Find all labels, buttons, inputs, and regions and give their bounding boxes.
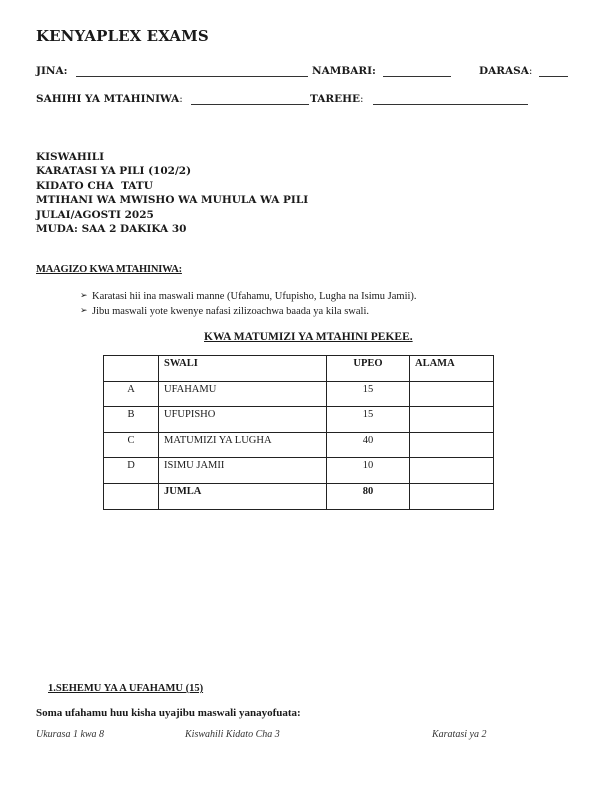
- question-id: A: [104, 381, 159, 407]
- max-marks: 15: [327, 381, 410, 407]
- exam-period: JULAI/AGOSTI 2025: [36, 208, 154, 221]
- max-marks: 10: [327, 458, 410, 484]
- question-id: D: [104, 458, 159, 484]
- class-label: DARASA:: [479, 65, 533, 77]
- signature-field[interactable]: [191, 104, 309, 105]
- table-row: [104, 381, 494, 407]
- table-row: [104, 458, 494, 484]
- footer-subject: Kiswahili Kidato Cha 3: [185, 729, 280, 740]
- name-field[interactable]: [76, 76, 308, 77]
- date-label: TAREHE:: [310, 93, 364, 105]
- total-id: [104, 483, 159, 509]
- question-name: UFUPISHO: [159, 407, 327, 433]
- score-cell[interactable]: [410, 407, 494, 433]
- class-field[interactable]: [539, 76, 568, 77]
- document-title: KENYAPLEX EXAMS: [36, 27, 209, 45]
- question-name: UFAHAMU: [159, 381, 327, 407]
- question-id: B: [104, 407, 159, 433]
- column-header: [104, 356, 159, 382]
- signature-date-row: [36, 93, 576, 109]
- student-details-row: [36, 65, 576, 81]
- question-id: C: [104, 432, 159, 458]
- instructions-heading: MAAGIZO KWA MTAHINIWA:: [36, 264, 182, 275]
- footer-page-number: Ukurasa 1 kwa 8: [36, 729, 105, 740]
- form-level: KIDATO CHA TATU: [36, 179, 153, 192]
- column-header-question: SWALI: [159, 356, 327, 382]
- section-instruction: Soma ufahamu huu kisha uyajibu maswali yanayofuata:: [36, 707, 301, 719]
- total-label: JUMLA: [159, 483, 327, 509]
- date-field[interactable]: [373, 104, 528, 105]
- table-header-row: [104, 356, 494, 382]
- number-label: NAMBARI:: [312, 65, 376, 77]
- score-cell[interactable]: [410, 381, 494, 407]
- exam-name: MTIHANI WA MWISHO WA MUHULA WA PILI: [36, 194, 309, 207]
- table-total-row: [104, 483, 494, 509]
- signature-label: SAHIHI YA MTAHINIWA:: [36, 93, 183, 105]
- footer-paper: Karatasi ya 2: [432, 729, 487, 740]
- question-name: ISIMU JAMII: [159, 458, 327, 484]
- table-row: [104, 432, 494, 458]
- max-marks: 15: [327, 407, 410, 433]
- number-field[interactable]: [383, 76, 451, 77]
- column-header-max: UPEO: [327, 356, 410, 382]
- name-label: JINA:: [36, 65, 68, 77]
- column-header-score: ALAMA: [410, 356, 494, 382]
- question-name: MATUMIZI YA LUGHA: [159, 432, 327, 458]
- score-cell[interactable]: [410, 458, 494, 484]
- exam-info: [36, 150, 308, 236]
- table-row: [104, 407, 494, 433]
- section-heading: 1.SEHEMU YA A UFAHAMU (15): [48, 683, 204, 694]
- exam-duration: MUDA: SAA 2 DAKIKA 30: [36, 222, 187, 235]
- subject: KISWAHILI: [36, 151, 105, 163]
- total-score-cell[interactable]: [410, 483, 494, 509]
- max-marks: 40: [327, 432, 410, 458]
- examiner-table-heading: KWA MATUMIZI YA MTAHINI PEKEE.: [204, 331, 413, 343]
- arrow-bullet-icon: ➢: [80, 306, 88, 316]
- marks-table: [103, 355, 494, 510]
- paper-number: KARATASI YA PILI (102/2): [36, 165, 192, 178]
- total-max-marks: 80: [327, 483, 410, 509]
- score-cell[interactable]: [410, 432, 494, 458]
- arrow-bullet-icon: ➢: [80, 291, 88, 301]
